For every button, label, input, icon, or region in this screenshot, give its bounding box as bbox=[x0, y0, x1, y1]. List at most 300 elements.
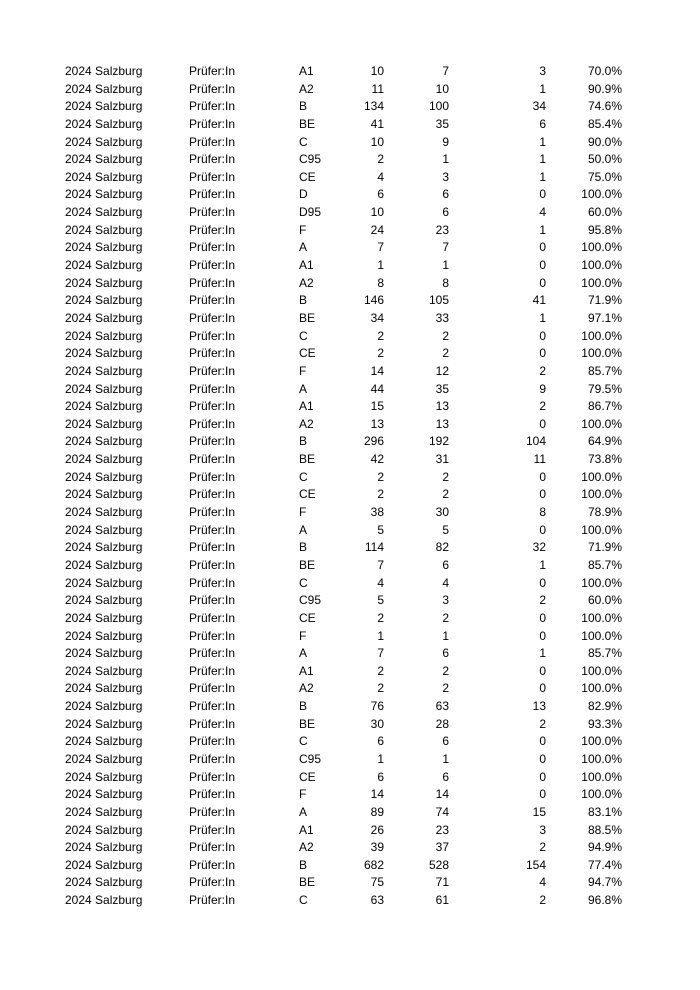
cell-license-class: BE bbox=[299, 875, 316, 890]
cell-passed: 6 bbox=[442, 557, 449, 572]
cell-license-class: A bbox=[299, 646, 308, 661]
table-row bbox=[0, 151, 700, 169]
cell-year: 2024 Salzburg bbox=[65, 505, 143, 520]
cell-pass-rate: 85.4% bbox=[587, 116, 622, 131]
cell-passed: 61 bbox=[435, 893, 449, 908]
cell-passed: 100 bbox=[428, 99, 449, 114]
cell-role: Prüfer:In bbox=[189, 240, 236, 255]
table-row bbox=[0, 610, 700, 628]
cell-total: 13 bbox=[370, 416, 384, 431]
cell-pass-rate: 100.0% bbox=[581, 416, 622, 431]
cell-license-class: C95 bbox=[299, 152, 322, 167]
cell-passed: 9 bbox=[442, 134, 449, 149]
table-row bbox=[0, 469, 700, 487]
cell-total: 6 bbox=[377, 769, 384, 784]
cell-passed: 28 bbox=[435, 716, 449, 731]
cell-passed: 30 bbox=[435, 505, 449, 520]
cell-failed: 0 bbox=[539, 240, 546, 255]
cell-total: 296 bbox=[363, 434, 384, 449]
cell-year: 2024 Salzburg bbox=[65, 663, 143, 678]
cell-failed: 154 bbox=[525, 857, 546, 872]
table-row bbox=[0, 204, 700, 222]
cell-pass-rate: 64.9% bbox=[587, 434, 622, 449]
cell-pass-rate: 100.0% bbox=[581, 628, 622, 643]
table-row bbox=[0, 81, 700, 99]
cell-year: 2024 Salzburg bbox=[65, 575, 143, 590]
cell-total: 114 bbox=[364, 540, 384, 555]
cell-passed: 10 bbox=[435, 81, 449, 96]
cell-pass-rate: 88.5% bbox=[587, 822, 622, 837]
cell-role: Prüfer:In bbox=[189, 840, 236, 855]
cell-total: 24 bbox=[370, 222, 384, 237]
cell-role: Prüfer:In bbox=[189, 328, 236, 343]
cell-passed: 2 bbox=[442, 328, 449, 343]
cell-role: Prüfer:In bbox=[189, 522, 236, 537]
cell-role: Prüfer:In bbox=[189, 769, 236, 784]
cell-license-class: A bbox=[299, 804, 308, 819]
cell-role: Prüfer:In bbox=[189, 804, 236, 819]
cell-failed: 13 bbox=[532, 699, 546, 714]
cell-failed: 41 bbox=[532, 293, 546, 308]
cell-year: 2024 Salzburg bbox=[65, 399, 143, 414]
cell-total: 30 bbox=[370, 716, 384, 731]
cell-pass-rate: 71.9% bbox=[587, 540, 622, 555]
cell-role: Prüfer:In bbox=[189, 751, 236, 766]
cell-failed: 0 bbox=[539, 328, 546, 343]
cell-passed: 33 bbox=[435, 310, 449, 325]
cell-license-class: CE bbox=[299, 769, 316, 784]
cell-year: 2024 Salzburg bbox=[65, 557, 143, 572]
cell-license-class: A1 bbox=[299, 822, 314, 837]
cell-year: 2024 Salzburg bbox=[65, 804, 143, 819]
cell-failed: 6 bbox=[539, 116, 546, 131]
cell-pass-rate: 100.0% bbox=[581, 240, 622, 255]
cell-year: 2024 Salzburg bbox=[65, 222, 143, 237]
cell-pass-rate: 50.0% bbox=[587, 152, 622, 167]
cell-pass-rate: 100.0% bbox=[581, 258, 622, 273]
cell-total: 4 bbox=[377, 169, 384, 184]
cell-role: Prüfer:In bbox=[189, 381, 236, 396]
cell-role: Prüfer:In bbox=[189, 222, 236, 237]
cell-year: 2024 Salzburg bbox=[65, 152, 143, 167]
cell-pass-rate: 100.0% bbox=[581, 663, 622, 678]
cell-pass-rate: 100.0% bbox=[581, 469, 622, 484]
cell-role: Prüfer:In bbox=[189, 434, 236, 449]
cell-license-class: D95 bbox=[299, 205, 322, 220]
cell-passed: 1 bbox=[442, 152, 449, 167]
cell-pass-rate: 85.7% bbox=[587, 363, 622, 378]
cell-pass-rate: 100.0% bbox=[581, 187, 622, 202]
cell-passed: 23 bbox=[435, 222, 449, 237]
cell-license-class: A2 bbox=[299, 275, 314, 290]
cell-role: Prüfer:In bbox=[189, 734, 236, 749]
cell-year: 2024 Salzburg bbox=[65, 310, 143, 325]
cell-year: 2024 Salzburg bbox=[65, 699, 143, 714]
cell-license-class: C bbox=[299, 734, 308, 749]
cell-year: 2024 Salzburg bbox=[65, 893, 143, 908]
cell-total: 26 bbox=[370, 822, 384, 837]
cell-role: Prüfer:In bbox=[189, 575, 236, 590]
table-row bbox=[0, 292, 700, 310]
cell-passed: 6 bbox=[442, 187, 449, 202]
cell-role: Prüfer:In bbox=[189, 64, 236, 78]
table-row bbox=[0, 716, 700, 734]
table-row bbox=[0, 451, 700, 469]
cell-failed: 1 bbox=[539, 152, 546, 167]
cell-failed: 3 bbox=[539, 822, 546, 837]
cell-failed: 0 bbox=[539, 487, 546, 502]
cell-license-class: C bbox=[299, 893, 308, 908]
table-row bbox=[0, 169, 700, 187]
cell-total: 34 bbox=[370, 310, 384, 325]
cell-role: Prüfer:In bbox=[189, 310, 236, 325]
cell-failed: 1 bbox=[539, 310, 546, 325]
table-row bbox=[0, 363, 700, 381]
cell-license-class: F bbox=[299, 787, 307, 802]
cell-year: 2024 Salzburg bbox=[65, 646, 143, 661]
cell-total: 7 bbox=[377, 557, 384, 572]
cell-year: 2024 Salzburg bbox=[65, 822, 143, 837]
cell-license-class: C95 bbox=[299, 751, 322, 766]
table-row bbox=[0, 257, 700, 275]
cell-year: 2024 Salzburg bbox=[65, 81, 143, 96]
table-row bbox=[0, 345, 700, 363]
cell-total: 1 bbox=[377, 628, 384, 643]
cell-total: 1 bbox=[377, 258, 384, 273]
cell-total: 2 bbox=[377, 487, 384, 502]
cell-license-class: A1 bbox=[299, 399, 314, 414]
cell-failed: 104 bbox=[525, 434, 546, 449]
cell-passed: 6 bbox=[442, 205, 449, 220]
data-table bbox=[0, 63, 700, 910]
table-row bbox=[0, 839, 700, 857]
table-row bbox=[0, 63, 700, 81]
cell-failed: 2 bbox=[539, 593, 546, 608]
cell-failed: 2 bbox=[539, 893, 546, 908]
cell-license-class: C bbox=[299, 328, 308, 343]
cell-total: 8 bbox=[377, 275, 384, 290]
cell-role: Prüfer:In bbox=[189, 134, 236, 149]
cell-total: 6 bbox=[377, 734, 384, 749]
cell-pass-rate: 100.0% bbox=[581, 275, 622, 290]
cell-license-class: F bbox=[299, 222, 307, 237]
table-row bbox=[0, 663, 700, 681]
table-row bbox=[0, 786, 700, 804]
table-row bbox=[0, 769, 700, 787]
cell-total: 41 bbox=[370, 116, 384, 131]
cell-total: 14 bbox=[370, 787, 384, 802]
cell-failed: 0 bbox=[539, 575, 546, 590]
cell-failed: 34 bbox=[532, 99, 546, 114]
cell-year: 2024 Salzburg bbox=[65, 610, 143, 625]
cell-passed: 2 bbox=[442, 663, 449, 678]
cell-passed: 35 bbox=[435, 381, 449, 396]
cell-license-class: B bbox=[299, 99, 308, 114]
cell-year: 2024 Salzburg bbox=[65, 240, 143, 255]
cell-failed: 2 bbox=[539, 363, 546, 378]
cell-failed: 3 bbox=[539, 64, 546, 78]
cell-passed: 1 bbox=[442, 628, 449, 643]
cell-year: 2024 Salzburg bbox=[65, 363, 143, 378]
cell-total: 2 bbox=[377, 328, 384, 343]
cell-pass-rate: 90.9% bbox=[587, 81, 622, 96]
table-row bbox=[0, 381, 700, 399]
table-row bbox=[0, 751, 700, 769]
table-row bbox=[0, 557, 700, 575]
cell-passed: 82 bbox=[435, 540, 449, 555]
cell-total: 11 bbox=[371, 81, 384, 96]
table-row bbox=[0, 628, 700, 646]
table-row bbox=[0, 645, 700, 663]
cell-role: Prüfer:In bbox=[189, 399, 236, 414]
cell-license-class: F bbox=[299, 628, 307, 643]
table-row bbox=[0, 134, 700, 152]
cell-role: Prüfer:In bbox=[189, 593, 236, 608]
cell-year: 2024 Salzburg bbox=[65, 99, 143, 114]
cell-passed: 12 bbox=[435, 363, 449, 378]
cell-passed: 2 bbox=[442, 346, 449, 361]
cell-total: 2 bbox=[377, 469, 384, 484]
cell-failed: 1 bbox=[539, 646, 546, 661]
cell-license-class: BE bbox=[299, 452, 316, 467]
cell-role: Prüfer:In bbox=[189, 152, 236, 167]
cell-pass-rate: 70.0% bbox=[587, 64, 622, 78]
cell-pass-rate: 100.0% bbox=[581, 575, 622, 590]
cell-role: Prüfer:In bbox=[189, 716, 236, 731]
cell-pass-rate: 100.0% bbox=[581, 522, 622, 537]
cell-license-class: A2 bbox=[299, 81, 314, 96]
table-row bbox=[0, 310, 700, 328]
cell-role: Prüfer:In bbox=[189, 557, 236, 572]
cell-role: Prüfer:In bbox=[189, 875, 236, 890]
cell-role: Prüfer:In bbox=[189, 416, 236, 431]
table-row bbox=[0, 892, 700, 910]
cell-role: Prüfer:In bbox=[189, 452, 236, 467]
cell-total: 39 bbox=[370, 840, 384, 855]
cell-role: Prüfer:In bbox=[189, 699, 236, 714]
cell-pass-rate: 75.0% bbox=[587, 169, 622, 184]
table-row bbox=[0, 186, 700, 204]
cell-passed: 2 bbox=[442, 469, 449, 484]
cell-passed: 7 bbox=[442, 240, 449, 255]
cell-role: Prüfer:In bbox=[189, 293, 236, 308]
cell-pass-rate: 95.8% bbox=[587, 222, 622, 237]
cell-total: 7 bbox=[377, 240, 384, 255]
cell-year: 2024 Salzburg bbox=[65, 469, 143, 484]
table-row bbox=[0, 486, 700, 504]
cell-total: 2 bbox=[377, 346, 384, 361]
cell-role: Prüfer:In bbox=[189, 116, 236, 131]
table-row bbox=[0, 539, 700, 557]
cell-failed: 0 bbox=[539, 275, 546, 290]
cell-passed: 63 bbox=[435, 699, 449, 714]
table-row bbox=[0, 433, 700, 451]
table-row bbox=[0, 698, 700, 716]
cell-passed: 4 bbox=[442, 575, 449, 590]
cell-pass-rate: 90.0% bbox=[587, 134, 622, 149]
cell-license-class: C95 bbox=[299, 593, 322, 608]
cell-passed: 37 bbox=[435, 840, 449, 855]
cell-license-class: C bbox=[299, 575, 308, 590]
cell-license-class: CE bbox=[299, 346, 316, 361]
cell-license-class: A1 bbox=[299, 663, 314, 678]
table-row bbox=[0, 804, 700, 822]
cell-role: Prüfer:In bbox=[189, 205, 236, 220]
cell-year: 2024 Salzburg bbox=[65, 681, 143, 696]
cell-year: 2024 Salzburg bbox=[65, 64, 143, 78]
cell-license-class: BE bbox=[299, 310, 316, 325]
cell-total: 4 bbox=[377, 575, 384, 590]
cell-passed: 7 bbox=[442, 64, 449, 78]
cell-failed: 1 bbox=[539, 222, 546, 237]
cell-role: Prüfer:In bbox=[189, 540, 236, 555]
cell-pass-rate: 100.0% bbox=[581, 769, 622, 784]
table-row bbox=[0, 857, 700, 875]
cell-failed: 0 bbox=[539, 628, 546, 643]
cell-license-class: CE bbox=[299, 169, 316, 184]
cell-total: 2 bbox=[377, 610, 384, 625]
cell-pass-rate: 74.6% bbox=[587, 99, 622, 114]
cell-failed: 0 bbox=[539, 734, 546, 749]
table-row bbox=[0, 680, 700, 698]
cell-license-class: A bbox=[299, 522, 308, 537]
cell-year: 2024 Salzburg bbox=[65, 769, 143, 784]
cell-passed: 2 bbox=[442, 681, 449, 696]
cell-license-class: B bbox=[299, 434, 308, 449]
cell-year: 2024 Salzburg bbox=[65, 258, 143, 273]
cell-pass-rate: 73.8% bbox=[587, 452, 622, 467]
cell-role: Prüfer:In bbox=[189, 681, 236, 696]
table-row bbox=[0, 239, 700, 257]
cell-role: Prüfer:In bbox=[189, 258, 236, 273]
cell-pass-rate: 60.0% bbox=[587, 205, 622, 220]
cell-passed: 71 bbox=[435, 875, 449, 890]
cell-pass-rate: 83.1% bbox=[587, 804, 622, 819]
cell-total: 42 bbox=[370, 452, 384, 467]
cell-license-class: A bbox=[299, 240, 308, 255]
cell-passed: 2 bbox=[442, 610, 449, 625]
cell-license-class: CE bbox=[299, 610, 316, 625]
cell-passed: 74 bbox=[435, 804, 449, 819]
cell-role: Prüfer:In bbox=[189, 857, 236, 872]
cell-passed: 14 bbox=[435, 787, 449, 802]
cell-failed: 0 bbox=[539, 610, 546, 625]
cell-failed: 32 bbox=[532, 540, 546, 555]
cell-year: 2024 Salzburg bbox=[65, 628, 143, 643]
cell-failed: 0 bbox=[539, 258, 546, 273]
cell-year: 2024 Salzburg bbox=[65, 787, 143, 802]
table-row bbox=[0, 116, 700, 134]
cell-failed: 0 bbox=[539, 751, 546, 766]
cell-year: 2024 Salzburg bbox=[65, 452, 143, 467]
cell-passed: 3 bbox=[442, 593, 449, 608]
cell-year: 2024 Salzburg bbox=[65, 134, 143, 149]
cell-pass-rate: 79.5% bbox=[587, 381, 622, 396]
cell-pass-rate: 94.7% bbox=[587, 875, 622, 890]
cell-license-class: A2 bbox=[299, 840, 314, 855]
cell-total: 2 bbox=[377, 681, 384, 696]
cell-license-class: B bbox=[299, 699, 308, 714]
cell-license-class: B bbox=[299, 293, 308, 308]
cell-role: Prüfer:In bbox=[189, 169, 236, 184]
cell-pass-rate: 94.9% bbox=[587, 840, 622, 855]
cell-pass-rate: 78.9% bbox=[587, 505, 622, 520]
cell-total: 1 bbox=[377, 751, 384, 766]
cell-license-class: A bbox=[299, 381, 308, 396]
cell-total: 10 bbox=[370, 64, 384, 78]
cell-total: 2 bbox=[377, 152, 384, 167]
cell-total: 38 bbox=[370, 505, 384, 520]
cell-pass-rate: 100.0% bbox=[581, 346, 622, 361]
cell-failed: 2 bbox=[539, 840, 546, 855]
cell-passed: 2 bbox=[442, 487, 449, 502]
table-row bbox=[0, 98, 700, 116]
cell-failed: 1 bbox=[539, 134, 546, 149]
cell-role: Prüfer:In bbox=[189, 893, 236, 908]
cell-role: Prüfer:In bbox=[189, 787, 236, 802]
cell-failed: 11 bbox=[533, 452, 546, 467]
cell-pass-rate: 100.0% bbox=[581, 787, 622, 802]
cell-pass-rate: 60.0% bbox=[587, 593, 622, 608]
cell-total: 75 bbox=[370, 875, 384, 890]
cell-total: 2 bbox=[377, 663, 384, 678]
cell-passed: 8 bbox=[442, 275, 449, 290]
cell-year: 2024 Salzburg bbox=[65, 346, 143, 361]
cell-role: Prüfer:In bbox=[189, 275, 236, 290]
cell-passed: 1 bbox=[442, 258, 449, 273]
cell-year: 2024 Salzburg bbox=[65, 381, 143, 396]
cell-pass-rate: 85.7% bbox=[587, 646, 622, 661]
cell-pass-rate: 96.8% bbox=[587, 893, 622, 908]
cell-license-class: C bbox=[299, 134, 308, 149]
cell-failed: 4 bbox=[539, 875, 546, 890]
cell-license-class: A1 bbox=[299, 258, 314, 273]
cell-license-class: A2 bbox=[299, 416, 314, 431]
cell-total: 10 bbox=[370, 205, 384, 220]
cell-role: Prüfer:In bbox=[189, 822, 236, 837]
cell-passed: 3 bbox=[442, 169, 449, 184]
cell-passed: 13 bbox=[435, 399, 449, 414]
cell-total: 15 bbox=[370, 399, 384, 414]
cell-failed: 0 bbox=[539, 522, 546, 537]
cell-year: 2024 Salzburg bbox=[65, 169, 143, 184]
cell-year: 2024 Salzburg bbox=[65, 187, 143, 202]
cell-year: 2024 Salzburg bbox=[65, 716, 143, 731]
cell-role: Prüfer:In bbox=[189, 663, 236, 678]
cell-total: 5 bbox=[377, 522, 384, 537]
cell-passed: 105 bbox=[428, 293, 449, 308]
cell-license-class: D bbox=[299, 187, 308, 202]
cell-failed: 0 bbox=[539, 469, 546, 484]
table-row bbox=[0, 328, 700, 346]
cell-year: 2024 Salzburg bbox=[65, 205, 143, 220]
cell-failed: 0 bbox=[539, 787, 546, 802]
cell-passed: 1 bbox=[442, 751, 449, 766]
cell-pass-rate: 97.1% bbox=[587, 310, 622, 325]
table-row bbox=[0, 822, 700, 840]
cell-pass-rate: 86.7% bbox=[587, 399, 622, 414]
cell-year: 2024 Salzburg bbox=[65, 540, 143, 555]
cell-role: Prüfer:In bbox=[189, 99, 236, 114]
cell-license-class: F bbox=[299, 505, 307, 520]
cell-failed: 0 bbox=[539, 416, 546, 431]
cell-year: 2024 Salzburg bbox=[65, 522, 143, 537]
cell-license-class: CE bbox=[299, 487, 316, 502]
cell-role: Prüfer:In bbox=[189, 505, 236, 520]
cell-pass-rate: 100.0% bbox=[581, 610, 622, 625]
table-row bbox=[0, 575, 700, 593]
cell-year: 2024 Salzburg bbox=[65, 434, 143, 449]
